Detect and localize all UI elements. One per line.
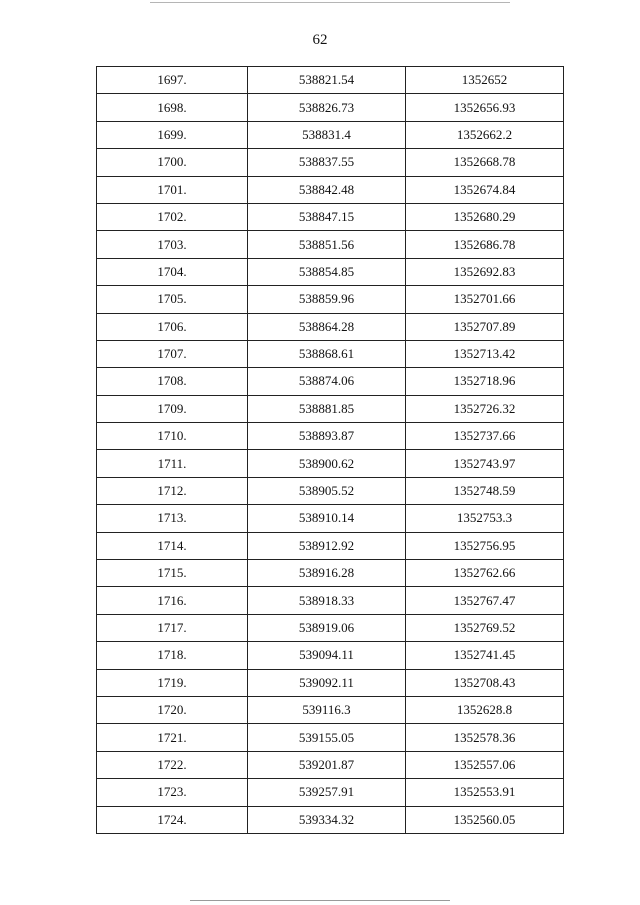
y-coordinate-cell: 1352708.43 (406, 669, 564, 696)
y-coordinate-cell: 1352769.52 (406, 614, 564, 641)
point-number-cell: 1713. (97, 505, 248, 532)
x-coordinate-cell: 538916.28 (248, 560, 406, 587)
point-number-cell: 1701. (97, 176, 248, 203)
point-number-cell: 1697. (97, 67, 248, 94)
table-row (97, 642, 564, 669)
point-number-cell: 1704. (97, 258, 248, 285)
x-coordinate-cell: 538881.85 (248, 395, 406, 422)
y-coordinate-cell: 1352718.96 (406, 368, 564, 395)
y-coordinate-cell: 1352628.8 (406, 696, 564, 723)
x-coordinate-cell: 538837.55 (248, 149, 406, 176)
y-coordinate-cell: 1352557.06 (406, 751, 564, 778)
table-row (97, 560, 564, 587)
x-coordinate-cell: 539201.87 (248, 751, 406, 778)
table-row (97, 121, 564, 148)
point-number-cell: 1718. (97, 642, 248, 669)
y-coordinate-cell: 1352662.2 (406, 121, 564, 148)
point-number-cell: 1723. (97, 779, 248, 806)
y-coordinate-cell: 1352686.78 (406, 231, 564, 258)
x-coordinate-cell: 538831.4 (248, 121, 406, 148)
table-row (97, 258, 564, 285)
point-number-cell: 1710. (97, 423, 248, 450)
y-coordinate-cell: 1352553.91 (406, 779, 564, 806)
scan-edge-line (150, 2, 510, 3)
x-coordinate-cell: 538918.33 (248, 587, 406, 614)
table-row (97, 176, 564, 203)
table-row (97, 368, 564, 395)
x-coordinate-cell: 538821.54 (248, 67, 406, 94)
table-row (97, 149, 564, 176)
point-number-cell: 1699. (97, 121, 248, 148)
y-coordinate-cell: 1352753.3 (406, 505, 564, 532)
point-number-cell: 1715. (97, 560, 248, 587)
table-row (97, 779, 564, 806)
point-number-cell: 1716. (97, 587, 248, 614)
y-coordinate-cell: 1352578.36 (406, 724, 564, 751)
table-row (97, 203, 564, 230)
coordinates-table (96, 66, 564, 834)
x-coordinate-cell: 539092.11 (248, 669, 406, 696)
table-row (97, 231, 564, 258)
y-coordinate-cell: 1352743.97 (406, 450, 564, 477)
y-coordinate-cell: 1352692.83 (406, 258, 564, 285)
y-coordinate-cell: 1352737.66 (406, 423, 564, 450)
table-row (97, 67, 564, 94)
point-number-cell: 1720. (97, 696, 248, 723)
table-row (97, 395, 564, 422)
point-number-cell: 1709. (97, 395, 248, 422)
table-row (97, 313, 564, 340)
table-row (97, 94, 564, 121)
x-coordinate-cell: 538893.87 (248, 423, 406, 450)
x-coordinate-cell: 539334.32 (248, 806, 406, 833)
x-coordinate-cell: 538905.52 (248, 477, 406, 504)
point-number-cell: 1712. (97, 477, 248, 504)
x-coordinate-cell: 538854.85 (248, 258, 406, 285)
x-coordinate-cell: 538919.06 (248, 614, 406, 641)
table-row (97, 286, 564, 313)
x-coordinate-cell: 538864.28 (248, 313, 406, 340)
point-number-cell: 1708. (97, 368, 248, 395)
table-row (97, 669, 564, 696)
table-row (97, 614, 564, 641)
x-coordinate-cell: 538859.96 (248, 286, 406, 313)
y-coordinate-cell: 1352680.29 (406, 203, 564, 230)
x-coordinate-cell: 538842.48 (248, 176, 406, 203)
point-number-cell: 1714. (97, 532, 248, 559)
point-number-cell: 1700. (97, 149, 248, 176)
y-coordinate-cell: 1352707.89 (406, 313, 564, 340)
point-number-cell: 1702. (97, 203, 248, 230)
x-coordinate-cell: 539257.91 (248, 779, 406, 806)
table-row (97, 806, 564, 833)
table-row (97, 532, 564, 559)
table-row (97, 724, 564, 751)
scan-edge-line (190, 900, 450, 901)
point-number-cell: 1706. (97, 313, 248, 340)
x-coordinate-cell: 539094.11 (248, 642, 406, 669)
y-coordinate-cell: 1352713.42 (406, 340, 564, 367)
coordinates-table-body (97, 67, 564, 834)
x-coordinate-cell: 539155.05 (248, 724, 406, 751)
y-coordinate-cell: 1352652 (406, 67, 564, 94)
x-coordinate-cell: 539116.3 (248, 696, 406, 723)
y-coordinate-cell: 1352674.84 (406, 176, 564, 203)
point-number-cell: 1719. (97, 669, 248, 696)
x-coordinate-cell: 538910.14 (248, 505, 406, 532)
table-row (97, 696, 564, 723)
point-number-cell: 1724. (97, 806, 248, 833)
table-row (97, 450, 564, 477)
y-coordinate-cell: 1352756.95 (406, 532, 564, 559)
point-number-cell: 1711. (97, 450, 248, 477)
y-coordinate-cell: 1352560.05 (406, 806, 564, 833)
point-number-cell: 1722. (97, 751, 248, 778)
y-coordinate-cell: 1352668.78 (406, 149, 564, 176)
table-row (97, 423, 564, 450)
page-number: 62 (312, 32, 328, 48)
table-row (97, 340, 564, 367)
x-coordinate-cell: 538868.61 (248, 340, 406, 367)
x-coordinate-cell: 538826.73 (248, 94, 406, 121)
y-coordinate-cell: 1352748.59 (406, 477, 564, 504)
point-number-cell: 1705. (97, 286, 248, 313)
x-coordinate-cell: 538912.92 (248, 532, 406, 559)
table-row (97, 505, 564, 532)
point-number-cell: 1698. (97, 94, 248, 121)
point-number-cell: 1707. (97, 340, 248, 367)
point-number-cell: 1717. (97, 614, 248, 641)
y-coordinate-cell: 1352762.66 (406, 560, 564, 587)
y-coordinate-cell: 1352656.93 (406, 94, 564, 121)
table-row (97, 751, 564, 778)
y-coordinate-cell: 1352767.47 (406, 587, 564, 614)
table-row (97, 477, 564, 504)
x-coordinate-cell: 538900.62 (248, 450, 406, 477)
x-coordinate-cell: 538874.06 (248, 368, 406, 395)
y-coordinate-cell: 1352701.66 (406, 286, 564, 313)
point-number-cell: 1721. (97, 724, 248, 751)
table-row (97, 587, 564, 614)
x-coordinate-cell: 538851.56 (248, 231, 406, 258)
x-coordinate-cell: 538847.15 (248, 203, 406, 230)
y-coordinate-cell: 1352726.32 (406, 395, 564, 422)
point-number-cell: 1703. (97, 231, 248, 258)
y-coordinate-cell: 1352741.45 (406, 642, 564, 669)
